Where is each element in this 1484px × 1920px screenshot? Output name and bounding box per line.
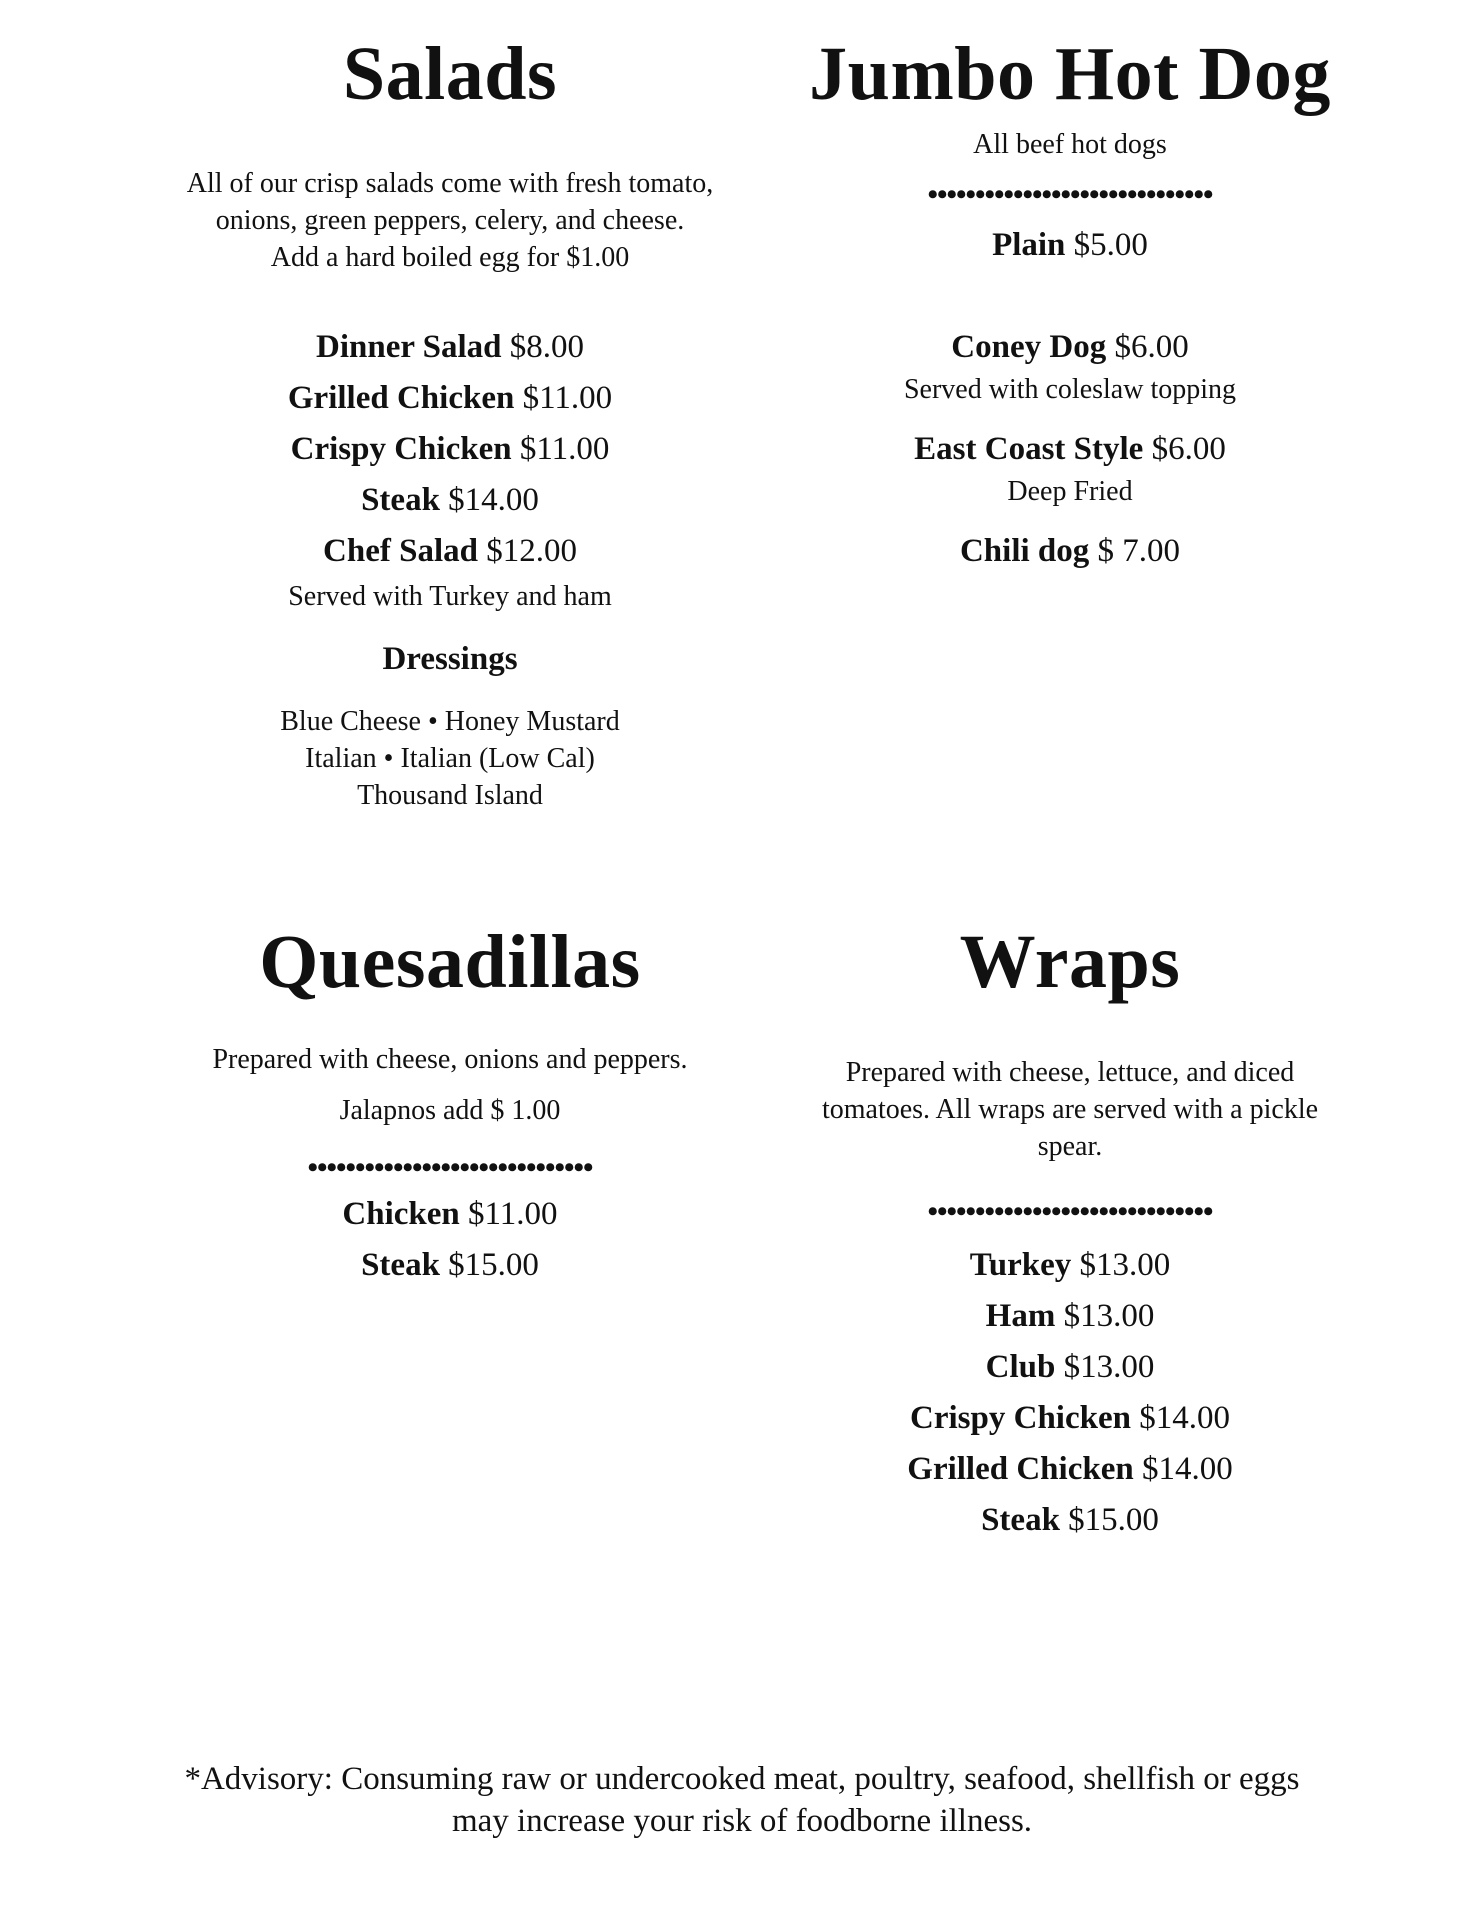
quesadillas-description: Prepared with cheese, onions and peppers.	[212, 1044, 688, 1075]
hotdog-title: Jumbo Hot Dog	[809, 32, 1331, 116]
dressing-line: Blue Cheese • Honey Mustard	[280, 706, 620, 737]
hotdog-description: All beef hot dogs	[973, 129, 1167, 160]
menu-item	[700, 1245, 1440, 1285]
advisory-line: *Advisory: Consuming raw or undercooked meat, poultry, seafood, shellfish or eggs	[184, 1761, 1300, 1797]
dressing-line: Italian • Italian (Low Cal)	[305, 743, 595, 774]
item-price: $11.00	[468, 1196, 558, 1232]
wraps-desc-line: Prepared with cheese, lettuce, and diced	[845, 1057, 1295, 1088]
advisory-note	[40, 1758, 1444, 1842]
item-price: $6.00	[1151, 431, 1226, 467]
item-note: Deep Fried	[1007, 476, 1133, 507]
salads-title: Salads	[342, 32, 558, 116]
wraps-desc-line: tomatoes. All wraps are served with a pickle	[821, 1094, 1319, 1125]
dressings-heading: Dressings	[382, 641, 518, 677]
item-name: Crispy Chicken	[290, 431, 512, 467]
item-note: Served with coleslaw topping	[903, 374, 1237, 405]
quesadillas-title: Quesadillas	[259, 920, 641, 1004]
menu-item	[700, 531, 1440, 571]
item-price: $14.00	[448, 482, 539, 518]
menu-item	[700, 225, 1440, 265]
advisory-line: may increase your risk of foodborne illness.	[451, 1803, 1033, 1839]
item-price: $ 7.00	[1089, 533, 1181, 569]
wraps-title: Wraps	[959, 920, 1181, 1004]
item-name: Dinner Salad	[315, 329, 502, 365]
section-divider: ••••••••••••••••••••••••••••••	[927, 185, 1213, 205]
item-name: Crispy Chicken	[910, 1400, 1131, 1436]
menu-item	[700, 1500, 1440, 1540]
item-price: $5.00	[1073, 227, 1148, 263]
item-price: $13.00	[1079, 1247, 1171, 1283]
menu-item	[700, 1398, 1440, 1438]
menu-item	[700, 1449, 1440, 1489]
item-name: Chicken	[342, 1196, 460, 1232]
item-name: Ham	[985, 1298, 1056, 1334]
item-name: Club	[985, 1349, 1056, 1385]
dressings-list	[80, 703, 820, 814]
item-price: $11.00	[519, 431, 610, 467]
wraps-description	[700, 1054, 1440, 1165]
section-divider: ••••••••••••••••••••••••••••••	[307, 1158, 593, 1178]
item-name: Chef Salad	[323, 533, 478, 569]
item-note: Served with Turkey and ham	[288, 581, 612, 612]
salads-desc-line: onions, green peppers, celery, and cheese.	[215, 205, 685, 236]
item-name: Steak	[361, 1247, 440, 1283]
item-price: $11.00	[522, 380, 613, 416]
item-name: Coney Dog	[951, 329, 1107, 365]
item-name: Grilled Chicken	[907, 1451, 1134, 1487]
item-name: East Coast Style	[914, 431, 1144, 467]
section-divider: ••••••••••••••••••••••••••••••	[927, 1202, 1213, 1222]
salads-desc-line: Add a hard boiled egg for $1.00	[270, 242, 630, 273]
item-name: Steak	[361, 482, 440, 518]
item-price: $15.00	[448, 1247, 539, 1283]
item-name: Turkey	[969, 1247, 1072, 1283]
item-price: $8.00	[509, 329, 585, 365]
item-name: Plain	[992, 227, 1066, 263]
item-name: Chili dog	[959, 533, 1090, 569]
item-price: $6.00	[1114, 329, 1189, 365]
item-price: $14.00	[1141, 1451, 1233, 1487]
item-price: $13.00	[1063, 1349, 1155, 1385]
menu-item	[700, 1347, 1440, 1387]
menu-item	[700, 429, 1440, 469]
wraps-desc-line: spear.	[1037, 1131, 1103, 1162]
item-price: $12.00	[486, 533, 577, 569]
quesadillas-extra: Jalapnos add $ 1.00	[339, 1095, 561, 1126]
menu-item	[700, 327, 1440, 367]
salads-desc-line: All of our crisp salads come with fresh tomato,	[186, 168, 714, 199]
menu-item	[700, 1296, 1440, 1336]
item-name: Steak	[981, 1502, 1060, 1538]
item-name: Grilled Chicken	[287, 380, 515, 416]
item-price: $15.00	[1068, 1502, 1159, 1538]
item-price: $13.00	[1063, 1298, 1155, 1334]
dressing-line: Thousand Island	[357, 780, 543, 811]
item-price: $14.00	[1139, 1400, 1230, 1436]
